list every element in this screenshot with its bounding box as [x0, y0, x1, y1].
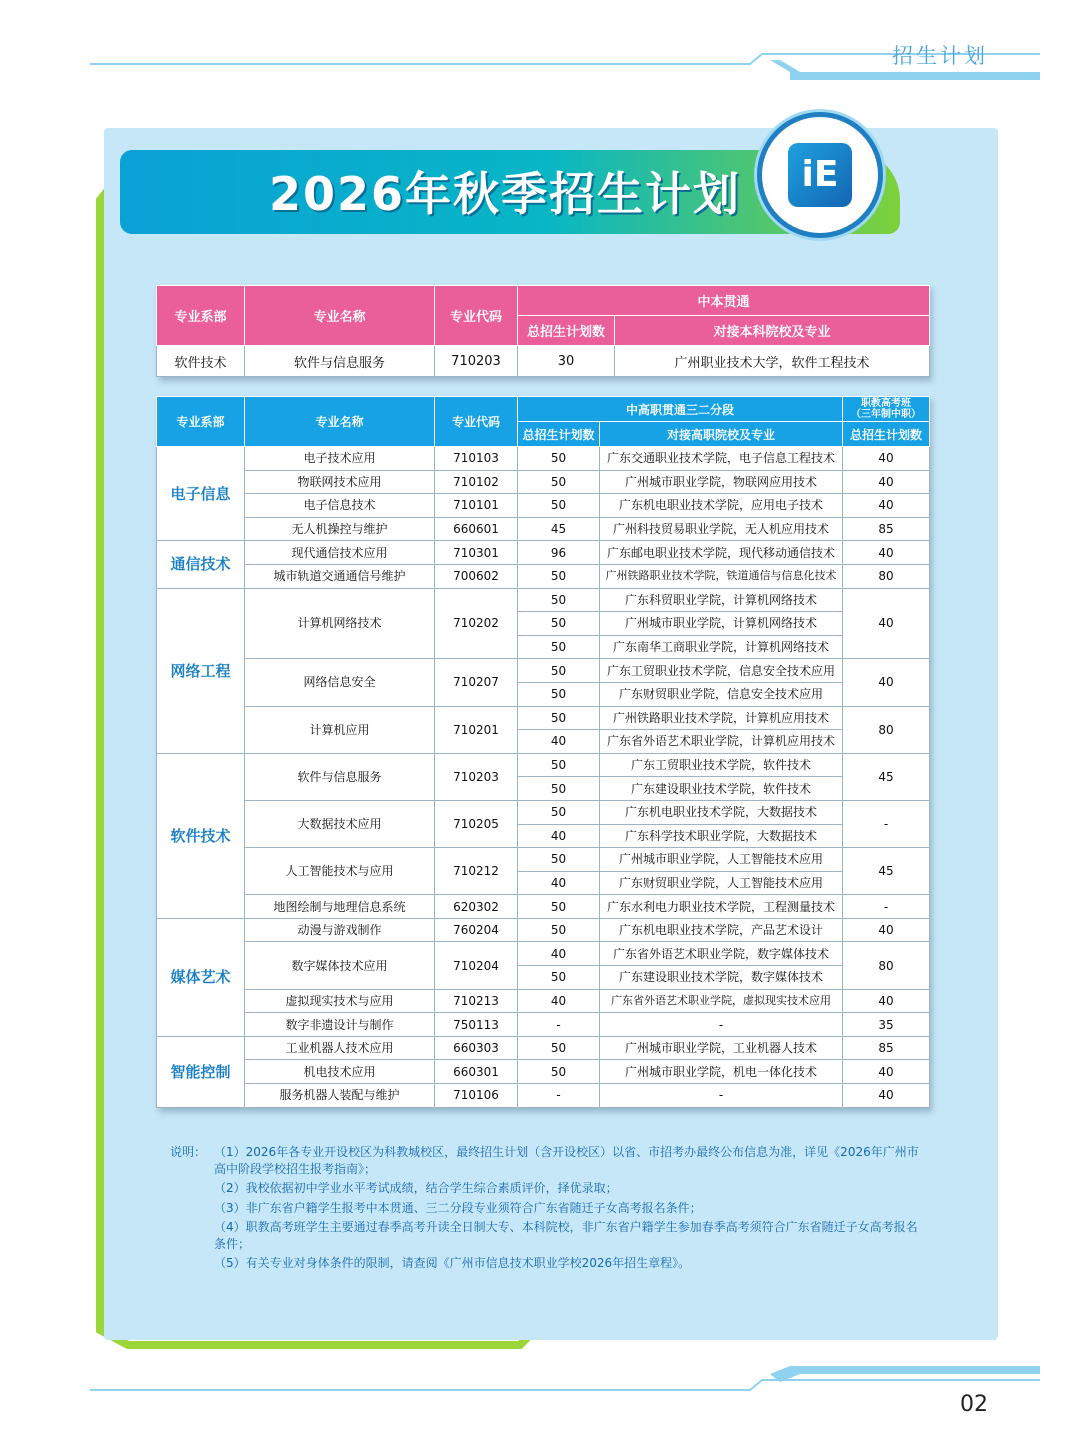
cell-code: 710301: [435, 541, 518, 565]
col-header-target: 对接高职院校及专业: [600, 422, 843, 447]
cell-quota: 50: [518, 588, 600, 612]
col-header-dept: 专业系部: [157, 397, 245, 447]
table-row: [157, 1060, 930, 1084]
cell-code: 710102: [435, 470, 518, 494]
cell-exam: 40: [843, 918, 930, 942]
cell-target: 广东水利电力职业技术学院，工程测量技术: [600, 895, 843, 919]
cell-quota: 50: [518, 966, 600, 990]
cell-code: 710203: [435, 753, 518, 800]
cell-quota: 50: [518, 800, 600, 824]
table-row: [157, 470, 930, 494]
cell-target: 广东机电职业技术学院，产品艺术设计: [600, 918, 843, 942]
cell-exam: 40: [843, 470, 930, 494]
cell-target: 广东机电职业技术学院，应用电子技术: [600, 494, 843, 518]
cell-quota: 50: [518, 447, 600, 471]
cell-quota: 45: [518, 517, 600, 541]
cell-target: 广东财贸职业学院，信息安全技术应用: [600, 682, 843, 706]
cell-exam: 40: [843, 541, 930, 565]
col-header-code: 专业代码: [435, 397, 518, 447]
cell-code: 700602: [435, 564, 518, 588]
cell-exam: 85: [843, 1036, 930, 1060]
cell-exam: 35: [843, 1013, 930, 1037]
table-row: [157, 517, 930, 541]
table-row: [157, 659, 930, 683]
table-row: [157, 1084, 930, 1108]
dept-cell: 智能控制: [157, 1036, 245, 1107]
note-item: （1）2026年各专业开设校区为科教城校区，最终招生计划（含开设校区）以省、市招考办最终公布信息为准，详见《2026年广州市高中阶段学校招生报考指南》；: [214, 1145, 919, 1176]
cell-name: 软件与信息服务: [245, 346, 435, 377]
table-row: [157, 588, 930, 612]
cell-target: 广州城市职业学院，人工智能技术应用: [600, 848, 843, 872]
cell-code: 760204: [435, 918, 518, 942]
cell-exam: -: [843, 895, 930, 919]
cell-quota: 50: [518, 564, 600, 588]
cell-code: 710213: [435, 989, 518, 1013]
col-header-quota: 总招生计划数: [518, 316, 615, 346]
cell-target: -: [600, 1013, 843, 1037]
cell-name: 计算机网络技术: [245, 588, 435, 659]
col-header-dept: 专业系部: [157, 286, 245, 346]
cell-quota: 50: [518, 918, 600, 942]
cell-code: 660601: [435, 517, 518, 541]
cell-quota: 50: [518, 753, 600, 777]
cell-target: 广州城市职业学院，工业机器人技术: [600, 1036, 843, 1060]
dept-cell: 网络工程: [157, 588, 245, 753]
cell-exam: 40: [843, 588, 930, 659]
cell-code: 710212: [435, 848, 518, 895]
cell-exam: -: [843, 800, 930, 847]
cell-code: 710205: [435, 800, 518, 847]
bottom-decor: [0, 1360, 1080, 1400]
cell-name: 大数据技术应用: [245, 800, 435, 847]
cell-name: 数字媒体技术应用: [245, 942, 435, 989]
cell-exam: 40: [843, 1084, 930, 1108]
col-header-exam-quota: 总招生计划数: [843, 422, 930, 447]
cell-target: 广东交通职业技术学院，电子信息工程技术: [600, 447, 843, 471]
cell-exam: 80: [843, 942, 930, 989]
table-row: [157, 494, 930, 518]
cell-target: 广东南华工商职业学院，计算机网络技术: [600, 635, 843, 659]
dept-cell: 通信技术: [157, 541, 245, 588]
cell-exam: 45: [843, 753, 930, 800]
cell-target: 广东科贸职业学院，计算机网络技术: [600, 588, 843, 612]
cell-code: 710106: [435, 1084, 518, 1108]
cell-name: 计算机应用: [245, 706, 435, 753]
exam-group-label: 职教高考班: [861, 398, 912, 409]
cell-exam: 40: [843, 494, 930, 518]
cell-target: 广东建设职业技术学院，数字媒体技术: [600, 966, 843, 990]
table-integrated-undergrad: [156, 285, 929, 377]
cell-target: 广东邮电职业技术学院，现代移动通信技术: [600, 541, 843, 565]
col-header-group: 中本贯通: [518, 286, 930, 316]
cell-code: 710201: [435, 706, 518, 753]
table-row: [157, 1036, 930, 1060]
table-row: [157, 942, 930, 966]
note-item: （4）职教高考班学生主要通过春季高考升读全日制大专、本科院校，非广东省户籍学生参加春季高考须符合广东省随迁子女高考报名条件；: [214, 1220, 918, 1251]
table-row: [157, 800, 930, 824]
col-header-name: 专业名称: [245, 397, 435, 447]
cell-name: 软件与信息服务: [245, 753, 435, 800]
school-logo-icon: iE: [788, 143, 852, 207]
col-header-quota: 总招生计划数: [518, 422, 600, 447]
cell-name: 数字非遗设计与制作: [245, 1013, 435, 1037]
cell-code: 660303: [435, 1036, 518, 1060]
table-row: [157, 706, 930, 730]
cell-name: 现代通信技术应用: [245, 541, 435, 565]
cell-target: 广州城市职业学院，机电一体化技术: [600, 1060, 843, 1084]
exam-group-note: （三年制中职）: [851, 409, 922, 420]
cell-quota: 50: [518, 659, 600, 683]
cell-target: 广州科技贸易职业学院，无人机应用技术: [600, 517, 843, 541]
cell-target: 广州职业技术大学，软件工程技术: [615, 346, 930, 377]
cell-quota: 40: [518, 824, 600, 848]
dept-cell: 电子信息: [157, 447, 245, 541]
col-header-group: 中高职贯通三二分段: [518, 397, 843, 422]
cell-target: -: [600, 1084, 843, 1108]
cell-code: 710207: [435, 659, 518, 706]
cell-name: 电子技术应用: [245, 447, 435, 471]
table-row: [157, 564, 930, 588]
cell-quota: 50: [518, 895, 600, 919]
page-number: 02: [960, 1392, 988, 1417]
cell-quota: 50: [518, 635, 600, 659]
cell-quota: 50: [518, 470, 600, 494]
cell-quota: -: [518, 1013, 600, 1037]
cell-target: 广东省外语艺术职业学院，计算机应用技术: [600, 730, 843, 754]
cell-exam: 80: [843, 706, 930, 753]
cell-name: 网络信息安全: [245, 659, 435, 706]
cell-quota: 96: [518, 541, 600, 565]
col-header-exam-group: [843, 397, 930, 422]
table-row: [157, 918, 930, 942]
cell-dept: 软件技术: [157, 346, 245, 377]
table-row: [157, 848, 930, 872]
cell-quota: 40: [518, 871, 600, 895]
table-secondary-vocational: [156, 396, 929, 1108]
cell-exam: 40: [843, 1060, 930, 1084]
cell-quota: 30: [518, 346, 615, 377]
cell-target: 广州铁路职业技术学院，铁道通信与信息化技术: [600, 564, 843, 588]
cell-target: 广东工贸职业技术学院，软件技术: [600, 753, 843, 777]
cell-target: 广州铁路职业技术学院，计算机应用技术: [600, 706, 843, 730]
cell-name: 无人机操控与维护: [245, 517, 435, 541]
cell-exam: 40: [843, 659, 930, 706]
table-row: [157, 989, 930, 1013]
cell-exam: 80: [843, 564, 930, 588]
cell-name: 动漫与游戏制作: [245, 918, 435, 942]
cell-target: 广东建设职业技术学院，软件技术: [600, 777, 843, 801]
note-item: （2）我校依据初中学业水平考试成绩，结合学生综合素质评价，择优录取；: [214, 1181, 618, 1195]
col-header-name: 专业名称: [245, 286, 435, 346]
cell-exam: 45: [843, 848, 930, 895]
cell-name: 虚拟现实技术与应用: [245, 989, 435, 1013]
cell-target: 广东省外语艺术职业学院，虚拟现实技术应用: [600, 989, 843, 1013]
cell-exam: 40: [843, 447, 930, 471]
cell-target: 广东财贸职业学院，人工智能技术应用: [600, 871, 843, 895]
notes-section: [170, 1144, 920, 1275]
cell-name: 机电技术应用: [245, 1060, 435, 1084]
cell-code: 710101: [435, 494, 518, 518]
cell-code: 710204: [435, 942, 518, 989]
cell-target: 广东科学技术职业学院，大数据技术: [600, 824, 843, 848]
table-row: [157, 895, 930, 919]
cell-code: 620302: [435, 895, 518, 919]
cell-code: 710202: [435, 588, 518, 659]
cell-quota: 50: [518, 682, 600, 706]
cell-name: 物联网技术应用: [245, 470, 435, 494]
cell-target: 广州城市职业学院，计算机网络技术: [600, 612, 843, 636]
notes-label: 说明：: [170, 1145, 207, 1159]
cell-name: 电子信息技术: [245, 494, 435, 518]
cell-exam: 40: [843, 989, 930, 1013]
dept-cell: 软件技术: [157, 753, 245, 918]
cell-code: 750113: [435, 1013, 518, 1037]
cell-code: 710103: [435, 447, 518, 471]
cell-quota: 40: [518, 730, 600, 754]
cell-quota: 40: [518, 942, 600, 966]
cell-quota: 50: [518, 777, 600, 801]
cell-exam: 85: [843, 517, 930, 541]
table-row: [157, 447, 930, 471]
col-header-target: 对接本科院校及专业: [615, 316, 930, 346]
table-row: [157, 541, 930, 565]
cell-name: 城市轨道交通通信号维护: [245, 564, 435, 588]
cell-quota: 50: [518, 706, 600, 730]
cell-quota: 50: [518, 848, 600, 872]
cell-quota: 50: [518, 612, 600, 636]
table-row: [157, 753, 930, 777]
cell-quota: 40: [518, 989, 600, 1013]
cell-name: 地图绘制与地理信息系统: [245, 895, 435, 919]
cell-name: 人工智能技术与应用: [245, 848, 435, 895]
cell-name: 工业机器人技术应用: [245, 1036, 435, 1060]
cell-quota: 50: [518, 494, 600, 518]
note-item: （3）非广东省户籍学生报考中本贯通、三二分段专业须符合广东省随迁子女高考报名条件；: [214, 1200, 702, 1215]
page-title: 2026年秋季招生计划: [268, 167, 742, 221]
section-title: 招生计划: [892, 44, 988, 68]
note-item: （5）有关专业对身体条件的限制，请查阅《广州市信息技术职业学校2026年招生章程》。: [214, 1256, 691, 1270]
cell-code: 710203: [435, 346, 518, 377]
table-row: [157, 1013, 930, 1037]
cell-target: 广东机电职业技术学院，大数据技术: [600, 800, 843, 824]
cell-quota: 50: [518, 1036, 600, 1060]
cell-target: 广东省外语艺术职业学院，数字媒体技术: [600, 942, 843, 966]
cell-quota: 50: [518, 1060, 600, 1084]
cell-quota: -: [518, 1084, 600, 1108]
table-row: [157, 346, 930, 377]
cell-code: 660301: [435, 1060, 518, 1084]
col-header-code: 专业代码: [435, 286, 518, 346]
cell-target: 广东工贸职业技术学院，信息安全技术应用: [600, 659, 843, 683]
cell-name: 服务机器人装配与维护: [245, 1084, 435, 1108]
cell-target: 广州城市职业学院，物联网应用技术: [600, 470, 843, 494]
dept-cell: 媒体艺术: [157, 918, 245, 1036]
